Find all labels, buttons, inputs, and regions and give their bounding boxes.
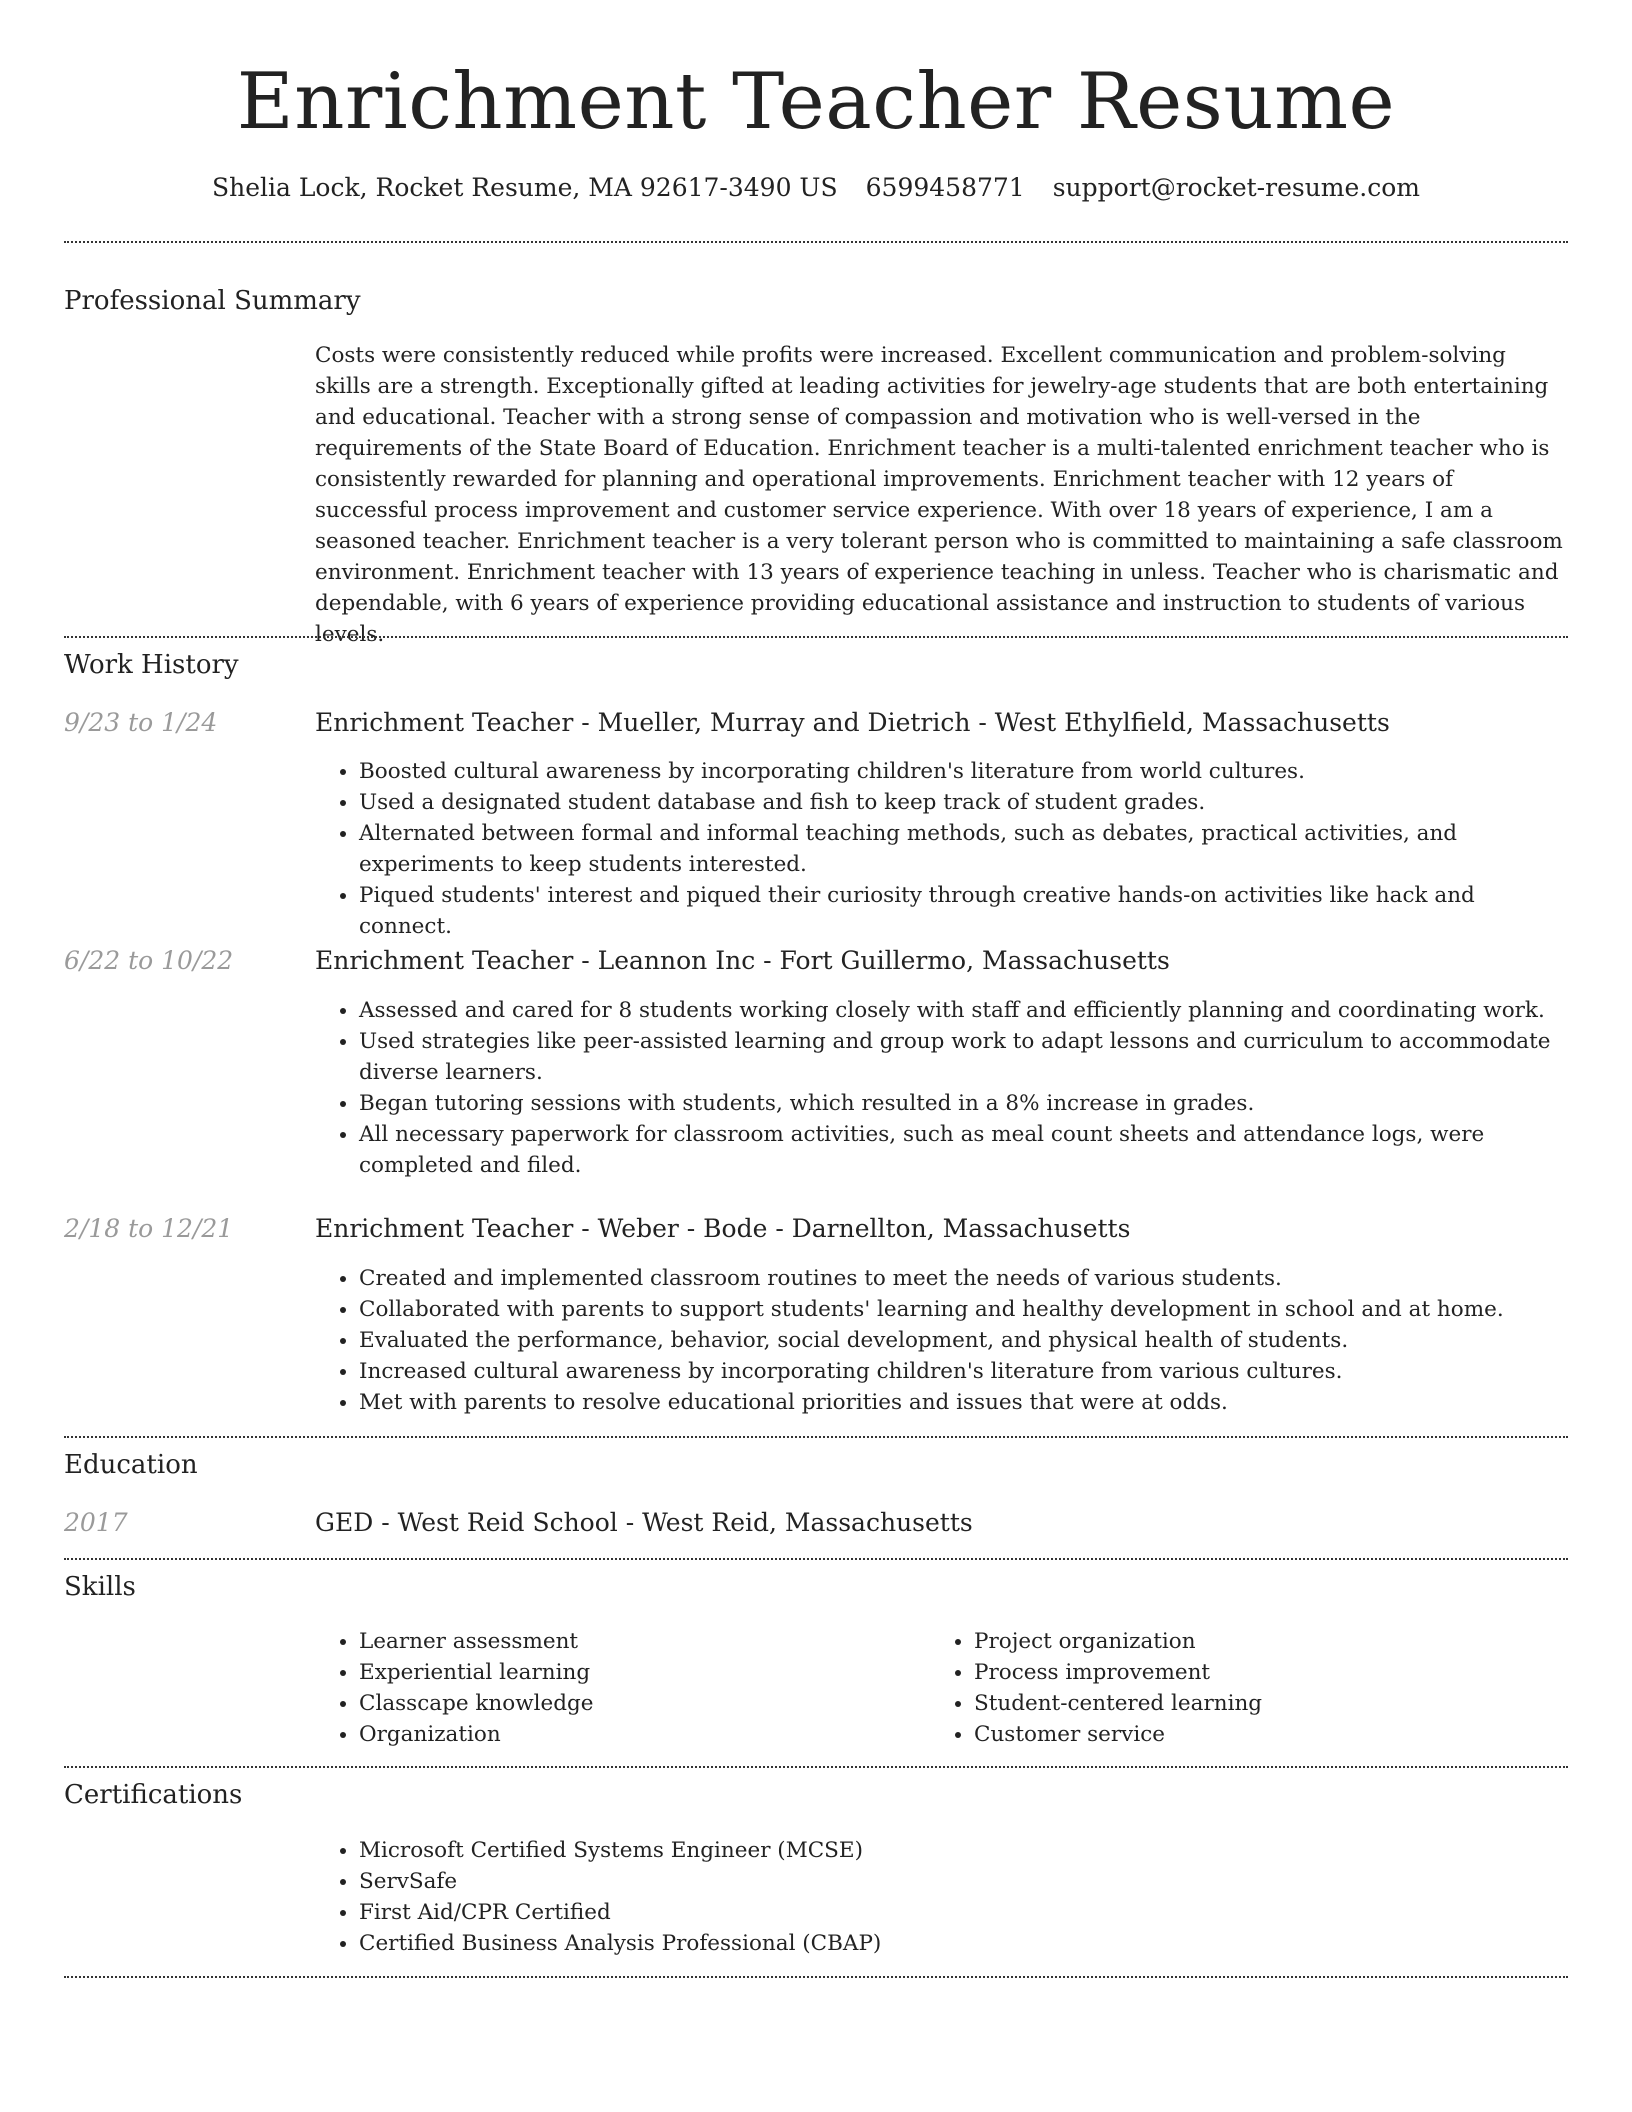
work-history-heading: Work History	[64, 650, 239, 680]
job-dates: 9/23 to 1/24	[64, 708, 218, 737]
job-bullets	[315, 1263, 1568, 1418]
certification-item: • Microsoft Certified Systems Engineer (MCSE)	[359, 1835, 1568, 1866]
job-bullet: • Collaborated with parents to support students' learning and healthy development in school and at home.	[359, 1294, 1568, 1325]
divider	[64, 1976, 1568, 1978]
job-dates: 6/22 to 10/22	[64, 946, 234, 975]
skill-item: • Classcape knowledge	[359, 1688, 929, 1719]
education-entry: GED - West Reid School - West Reid, Massachusetts	[315, 1508, 973, 1537]
education-year: 2017	[64, 1508, 128, 1537]
contact-phone: 6599458771	[865, 173, 1025, 202]
skill-item: • Learner assessment	[359, 1626, 929, 1657]
job-bullet: • Alternated between formal and informal teaching methods, such as debates, practical activities, and experiments to keep students interested.	[359, 818, 1568, 880]
skill-item: • Project organization	[974, 1626, 1564, 1657]
certifications-heading: Certifications	[64, 1780, 243, 1810]
skill-item: • Process improvement	[974, 1657, 1564, 1688]
job-bullet: • Created and implemented classroom routines to meet the needs of various students.	[359, 1263, 1568, 1294]
job-bullet: • Evaluated the performance, behavior, social development, and physical health of students.	[359, 1325, 1568, 1356]
job-bullet: • Assessed and cared for 8 students working closely with staff and efficiently planning and coordinating work.	[359, 995, 1568, 1026]
skills-list-left	[315, 1626, 929, 1750]
job-bullets	[315, 756, 1568, 942]
job-title: Enrichment Teacher - Mueller, Murray and Dietrich - West Ethylfield, Massachusetts	[315, 708, 1390, 737]
summary-heading: Professional Summary	[64, 286, 361, 316]
divider	[64, 1766, 1568, 1768]
education-heading: Education	[64, 1450, 198, 1480]
job-bullet: • Increased cultural awareness by incorporating children's literature from various cultures.	[359, 1356, 1568, 1387]
job-bullet: • Met with parents to resolve educational priorities and issues that were at odds.	[359, 1387, 1568, 1418]
divider	[64, 1436, 1568, 1438]
skill-item: • Student-centered learning	[974, 1688, 1564, 1719]
job-bullets	[315, 995, 1568, 1181]
job-bullet: • Boosted cultural awareness by incorporating children's literature from world cultures.	[359, 756, 1568, 787]
skills-heading: Skills	[64, 1572, 136, 1602]
certification-item: • Certified Business Analysis Professional (CBAP)	[359, 1928, 1568, 1959]
resume-title: Enrichment Teacher Resume	[236, 57, 1396, 147]
contact-line	[64, 170, 1568, 206]
contact-address: Shelia Lock, Rocket Resume, MA 92617-3490 US	[211, 173, 838, 202]
job-title: Enrichment Teacher - Leannon Inc - Fort Guillermo, Massachusetts	[315, 946, 1170, 975]
skills-list-right	[930, 1626, 1564, 1750]
certification-item: • ServSafe	[359, 1866, 1568, 1897]
job-title: Enrichment Teacher - Weber - Bode - Darnellton, Massachusetts	[315, 1214, 1131, 1243]
divider	[64, 1558, 1568, 1560]
job-bullet: • All necessary paperwork for classroom activities, such as meal count sheets and attendance logs, were completed and filed.	[359, 1119, 1568, 1181]
job-bullet: • Piqued students' interest and piqued their curiosity through creative hands-on activities like hack and connect.	[359, 880, 1568, 942]
divider	[64, 636, 1568, 638]
job-dates: 2/18 to 12/21	[64, 1214, 234, 1243]
job-bullet: • Used strategies like peer-assisted learning and group work to adapt lessons and curriculum to accommodate diverse learners.	[359, 1026, 1568, 1088]
summary-text: Costs were consistently reduced while profits were increased. Excellent communication and problem-solving skills are a strength. Exceptionally gifted at leading activities for jewelry-age students that are both entertaining and educational. Teacher with a strong sense of compassion and motivation who is well-versed in the requirements of the State Board of Education. Enrichment teacher is a multi-talented enrichment teacher who is consistently rewarded for planning and operational improvements. Enrichment teacher with 12 years of successful process improvement and customer service experience. With over 18 years of experience, I am a seasoned teacher. Enrichment teacher is a very tolerant person who is committed to maintaining a safe classroom environment. Enrichment teacher with 13 years of experience teaching in unless. Teacher who is charismatic and dependable, with 6 years of experience providing educational assistance and instruction to students of various levels.	[315, 343, 1563, 647]
job-bullet: • Began tutoring sessions with students, which resulted in a 8% increase in grades.	[359, 1088, 1568, 1119]
skill-item: • Customer service	[974, 1719, 1564, 1750]
skill-item: • Experiential learning	[359, 1657, 929, 1688]
job-bullet: • Used a designated student database and fish to keep track of student grades.	[359, 787, 1568, 818]
contact-email: support@rocket-resume.com	[1052, 173, 1421, 202]
certification-item: • First Aid/CPR Certified	[359, 1897, 1568, 1928]
divider	[64, 241, 1568, 243]
skill-item: • Organization	[359, 1719, 929, 1750]
certifications-list	[315, 1835, 1568, 1959]
